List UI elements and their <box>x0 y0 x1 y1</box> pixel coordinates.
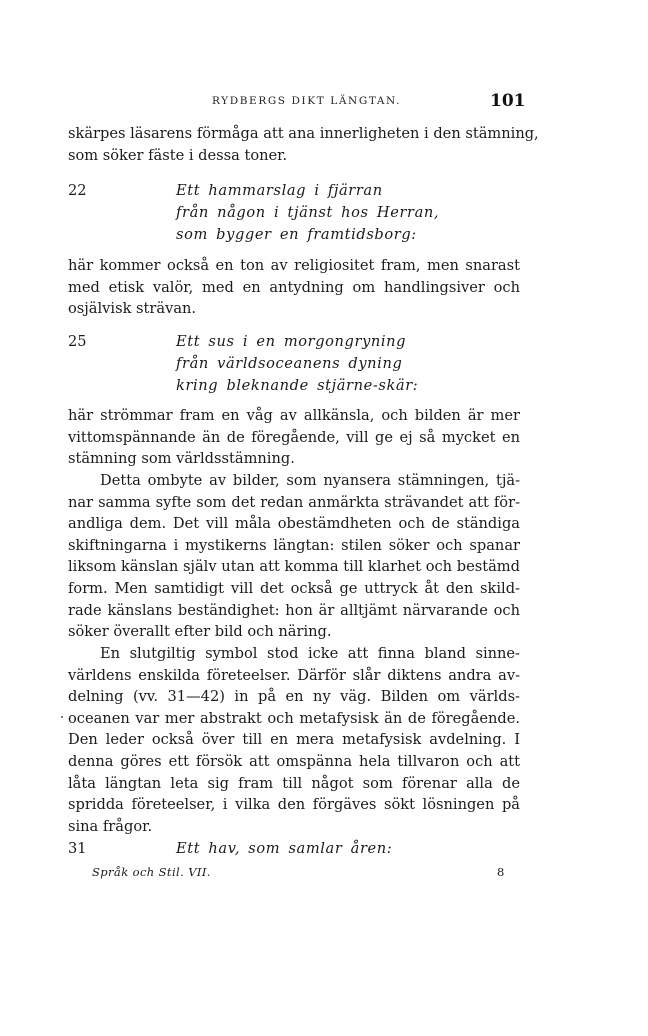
verse-line: som bygger en framtidsborg: <box>176 226 417 243</box>
text-line: skärpes läsarens förmåga att ana innerligheten i den stämning, <box>68 125 539 142</box>
text-line: Den leder också över till en mera metafysisk avdelning. I <box>68 731 520 749</box>
text-line: med etisk valör, med en antydning om handlingsiver och <box>68 278 520 296</box>
ink-speck <box>61 716 63 718</box>
text-line: vittomspännande än de föregående, vill ge ej så mycket en <box>68 428 520 446</box>
verse-line: från världsoceanens dyning <box>176 355 403 372</box>
text-line: världens enskilda företeelser. Därför slår diktens andra av- <box>68 666 520 684</box>
text-line: här kommer också en ton av religiositet fram, men snarast <box>68 257 520 274</box>
text-line: andliga dem. Det vill måla obestämdheten och de ständiga <box>68 515 520 533</box>
text-line: sina frågor. <box>68 817 153 835</box>
running-title: RYDBERGS DIKT LÄNGTAN. <box>212 95 402 107</box>
verse-line: kring bleknande stjärne-skär: <box>176 377 419 394</box>
text-line: spridda företeelser, i vilka den förgäves sökt lösningen på <box>68 796 520 814</box>
text-line: som söker fäste i dessa toner. <box>68 146 288 164</box>
page-number: 101 <box>490 91 526 111</box>
text-line: denna göres ett försök att omspänna hela tillvaron och att <box>68 752 520 770</box>
text-line: osjälvisk strävan. <box>68 300 197 318</box>
text-line: låta längtan leta sig fram till något som förenar alla de <box>68 774 520 792</box>
verse-number: 22 <box>68 182 87 199</box>
text-line: rade känslans beständighet: hon är alltjämt närvarande och <box>68 601 520 619</box>
verse-line: från någon i tjänst hos Herran, <box>176 204 440 221</box>
signature-number: 8 <box>497 865 505 879</box>
paragraph-4 <box>68 470 520 643</box>
text-line: stämning som världsstämning. <box>68 450 295 468</box>
verse-number: 25 <box>68 333 87 350</box>
text-line: oceanen var mer abstrakt och metafysisk än de föregående. <box>68 709 520 727</box>
text-line: skiftningarna i mystikerns längtan: stilen söker och spanar <box>68 536 520 554</box>
text-line: form. Men samtidigt vill det också ge uttryck åt den skild- <box>68 579 520 597</box>
verse-number: 31 <box>68 840 87 857</box>
text-line: här strömmar fram en våg av allkänsla, och bilden är mer <box>68 407 520 424</box>
printer-signature: Språk och Stil. VII. <box>92 865 211 879</box>
paragraph-1 <box>68 123 539 166</box>
text-line: liksom känslan själv utan att komma till klarhet och bestämd <box>68 558 520 576</box>
text-line: nar samma syfte som det redan anmärkta strävandet att för- <box>68 493 520 511</box>
text-line: Detta ombyte av bilder, som nyansera stämningen, tjä- <box>100 472 520 489</box>
verse-line: Ett sus i en morgongryning <box>176 333 407 350</box>
verse-line: Ett hav, som samlar åren: <box>176 840 393 857</box>
paragraph-2 <box>68 255 520 320</box>
text-line: En slutgiltig symbol stod icke att finna bland sinne- <box>100 645 520 662</box>
verse-line: Ett hammarslag i fjärran <box>176 182 383 199</box>
text-line: söker överallt efter bild och näring. <box>68 623 332 641</box>
paragraph-5 <box>68 643 520 837</box>
text-line: delning (vv. 31—42) in på en ny väg. Bilden om världs- <box>68 688 520 706</box>
paragraph-3 <box>68 405 520 470</box>
